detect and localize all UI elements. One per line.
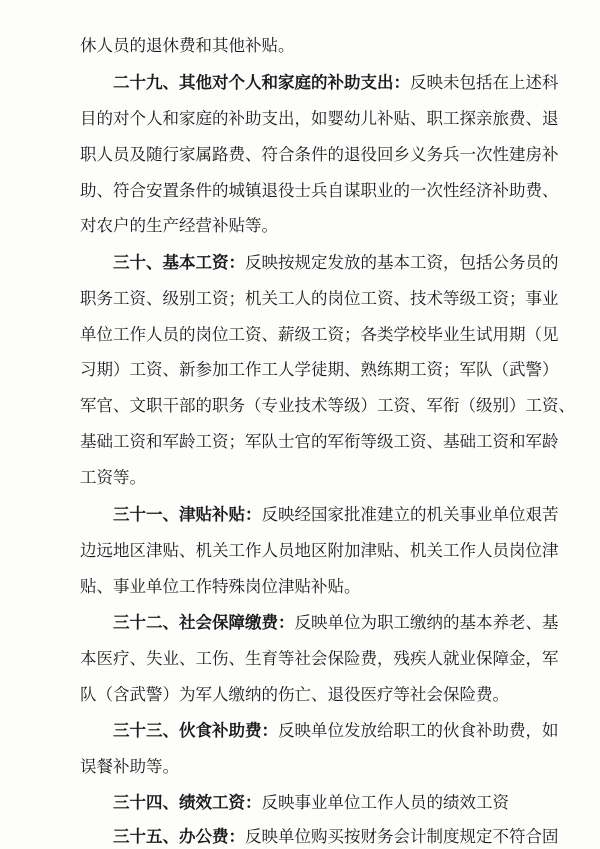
text-line-content: 习期）工资、新参加工作工人学徒期、熟练期工资；军队（武警） [80,360,559,379]
text-line-content: 反映经国家批准建立的机关事业单位艰苦 [261,505,559,524]
text-line [80,144,559,166]
text-line-content: 基础工资和军龄工资；军队士官的军衔等级工资、基础工资和军龄 [80,432,559,451]
text-line-content: 本医疗、失业、工伤、生育等社会保险费，残疾人就业保障金，军 [80,649,559,668]
text-line-content: 目的对个人和家庭的补助支出，如婴幼儿补贴、职工探亲旅费、退 [80,109,559,128]
text-line [80,684,550,706]
section-heading-33: 三十三、伙食补助费： [113,721,278,740]
text-line-content: 队（含武警）为军人缴纳的伤亡、退役医疗等社会保险费。 [80,685,509,704]
text-line-content: 反映未包括在上述科 [410,73,559,92]
text-line [80,540,559,562]
paragraph-first-line [80,252,559,274]
text-line [80,467,550,489]
text-line [80,359,559,381]
text-line [80,324,559,346]
text-line-content: 误餐补助等。 [80,757,179,776]
text-line-content: 反映单位购买按财务会计制度规定不符合固 [245,827,559,846]
text-line-content: 贴、事业单位工作特殊岗位津贴补贴。 [80,577,361,596]
text-line [80,648,559,670]
paragraph-first-line [80,826,559,848]
text-line-content: 工资等。 [80,468,146,487]
text-line-content: 反映单位发放给职工的伙食补助费，如 [278,721,559,740]
section-heading-29: 二十九、其他对个人和家庭的补助支出： [113,73,410,92]
text-line-content: 反映按规定发放的基本工资，包括公务员的 [245,253,559,272]
text-line-content: 职务工资、级别工资；机关工人的岗位工资、技术等级工资；事业 [80,289,559,308]
section-heading-30: 三十、基本工资： [113,253,245,272]
text-line [80,35,550,57]
paragraph-first-line [80,504,559,526]
text-line [80,180,559,202]
text-line [80,431,559,453]
section-heading-31: 三十一、津贴补贴： [113,505,262,524]
paragraph-first-line [80,792,550,814]
text-line-content: 休人员的退休费和其他补贴。 [80,36,295,55]
text-line-content: 边远地区津贴、机关工作人员地区附加津贴、机关工作人员岗位津 [80,541,559,560]
text-line-content: 反映单位为职工缴纳的基本养老、基 [294,613,559,632]
text-line-content: 助、符合安置条件的城镇退役士兵自谋职业的一次性经济补助费、 [80,181,559,200]
section-heading-34: 三十四、绩效工资： [113,793,262,812]
section-heading-32: 三十二、社会保障缴费： [113,613,295,632]
text-line [80,395,575,417]
paragraph-first-line [80,720,559,742]
text-line [80,108,559,130]
text-line [80,756,550,778]
text-line-content: 单位工作人员的岗位工资、薪级工资；各类学校毕业生试用期（见 [80,325,559,344]
text-line-content: 对农户的生产经营补贴等。 [80,216,278,235]
paragraph-first-line [80,72,559,94]
paragraph-first-line [80,612,559,634]
text-line-content: 反映事业单位工作人员的绩效工资 [261,793,509,812]
text-line-content: 军官、文职干部的职务（专业技术等级）工资、军衔（级别）工资、 [80,396,575,415]
text-line [80,288,559,310]
text-line [80,215,550,237]
text-line [80,576,550,598]
text-line-content: 职人员及随行家属路费、符合条件的退役回乡义务兵一次性建房补 [80,145,559,164]
section-heading-35: 三十五、办公费： [113,827,245,846]
